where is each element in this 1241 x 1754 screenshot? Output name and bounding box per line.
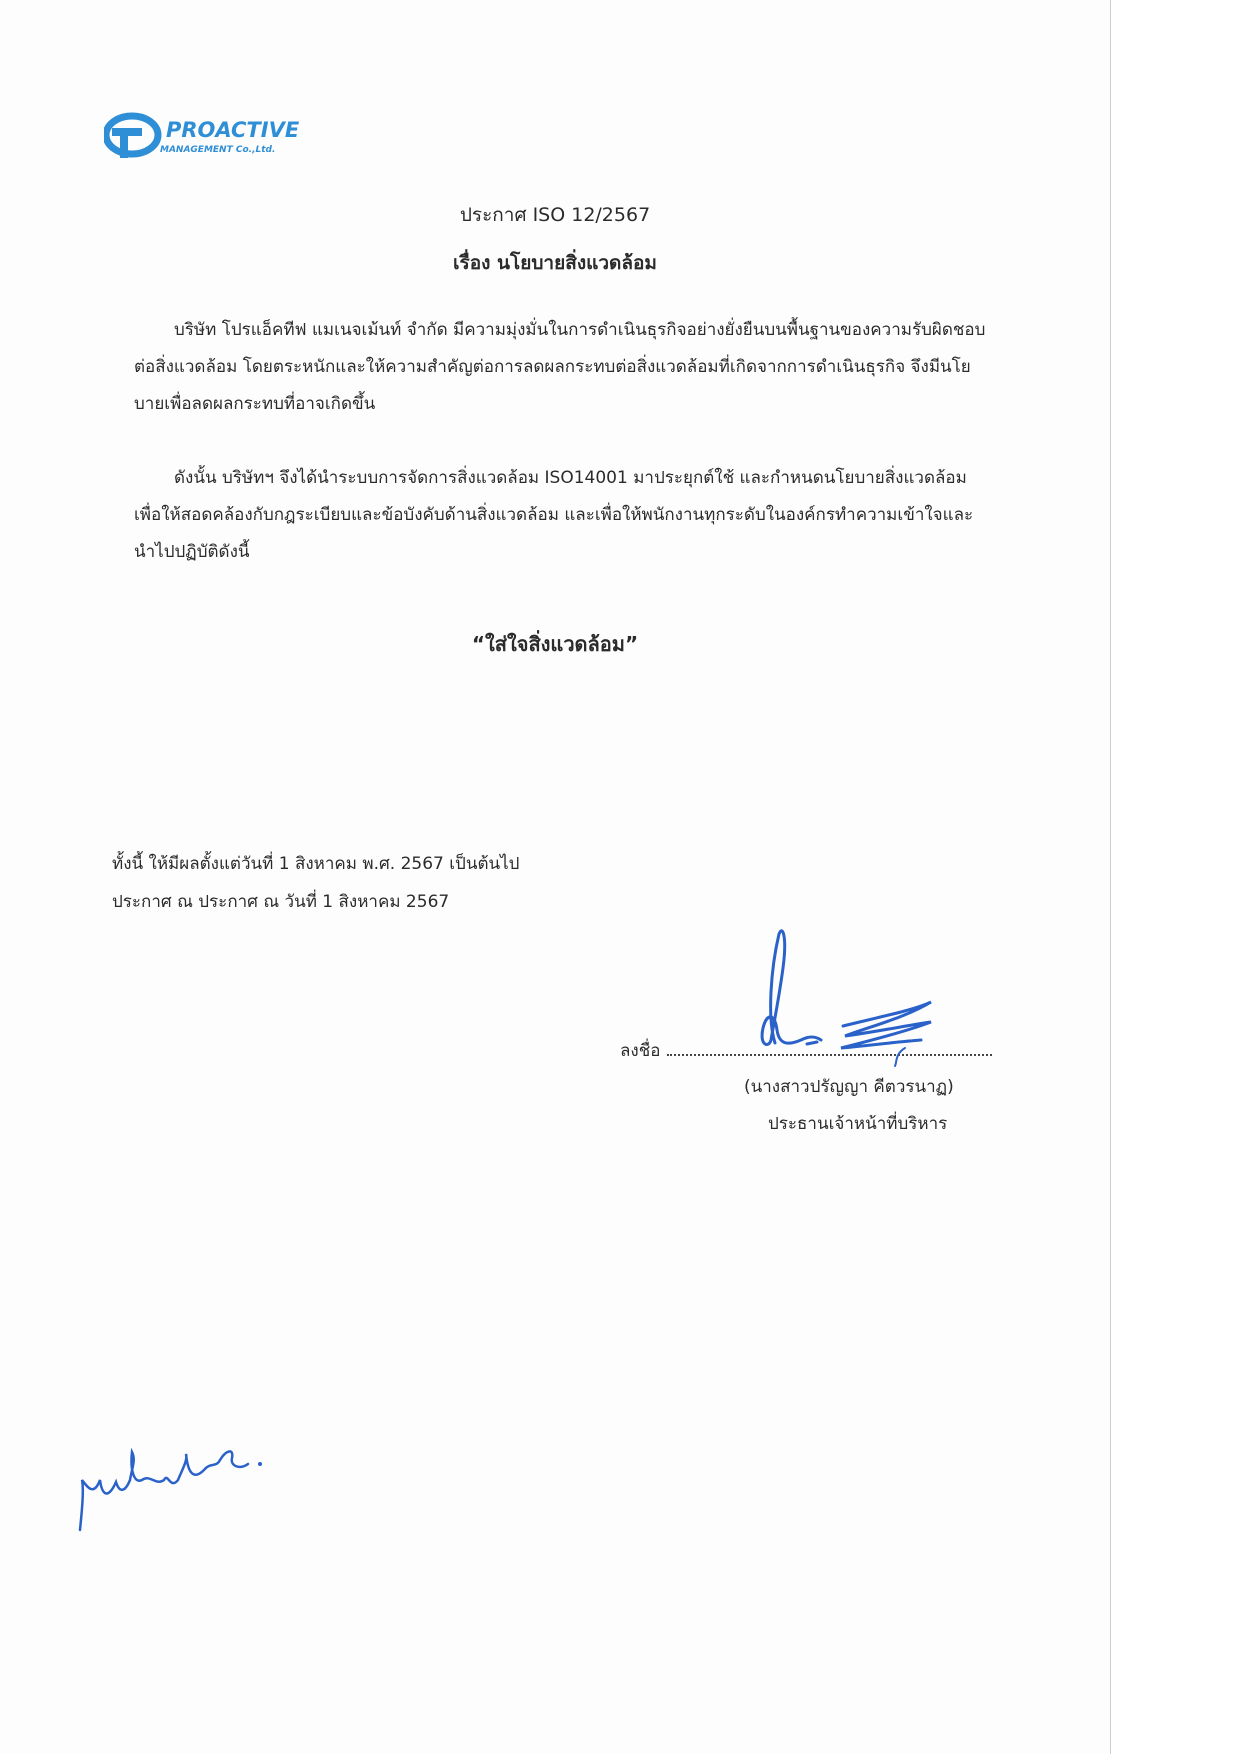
signatory-position: ประธานเจ้าหน้าที่บริหาร [768,1114,948,1134]
logo-subname: MANAGEMENT Co.,Ltd. [160,145,276,155]
effective-date: ทั้งนี้ ให้มีผลตั้งแต่วันที่ 1 สิงหาคม พ.ศ. 2567 เป็นต้นไป [112,854,520,874]
signature-label: ลงชื่อ [620,1041,661,1061]
paragraph-1-text: บริษัท โปรแอ็คทีฟ แมเนจเม้นท์ จำกัด มีความมุ่งมั่นในการดำเนินธุรกิจอย่างยั่งยืนบนพื้นฐานของความรับผิดชอบต่อสิ่งแวดล้อม โดยตระหนักและให้ความสำคัญต่อการลดผลกระทบต่อสิ่งแวดล้อมที่เกิดจากการดำเนินธุรกิจ จึงมีนโยบายเพื่อลดผลกระทบที่อาจเกิดขึ้น [134,320,986,414]
signature-image [745,928,945,1068]
paragraph-2-text: ดังนั้น บริษัทฯ จึงได้นำระบบการจัดการสิ่งแวดล้อม ISO14001 มาประยุกต์ใช้ และกำหนดนโยบายสิ่งแวดล้อมเพื่อให้สอดคล้องกับกฎระเบียบและข้อบังคับด้านสิ่งแวดล้อม และเพื่อให้พนักงานทุกระดับในองค์กรทำความเข้าใจและนำไปปฏิบัติดังนี้ [134,468,974,562]
paragraph-1 [134,312,994,423]
policy-slogan: “ใส่ใจสิ่งแวดล้อม” [471,632,639,656]
signatory-name: (นางสาวปรัญญา คีตวรนาฏ) [744,1077,954,1097]
page-edge [1110,0,1111,1754]
announcement-number: ประกาศ ISO 12/2567 [459,204,651,226]
announcement-date: ประกาศ ณ ประกาศ ณ วันที่ 1 สิงหาคม 2567 [112,892,450,912]
initials-handwriting [70,1440,270,1540]
company-logo [104,110,300,160]
announcement-subject: เรื่อง นโยบายสิ่งแวดล้อม [453,252,657,274]
logo-mark-icon [104,110,164,160]
paragraph-2 [134,460,994,571]
logo-name: PROACTIVE [166,118,300,142]
